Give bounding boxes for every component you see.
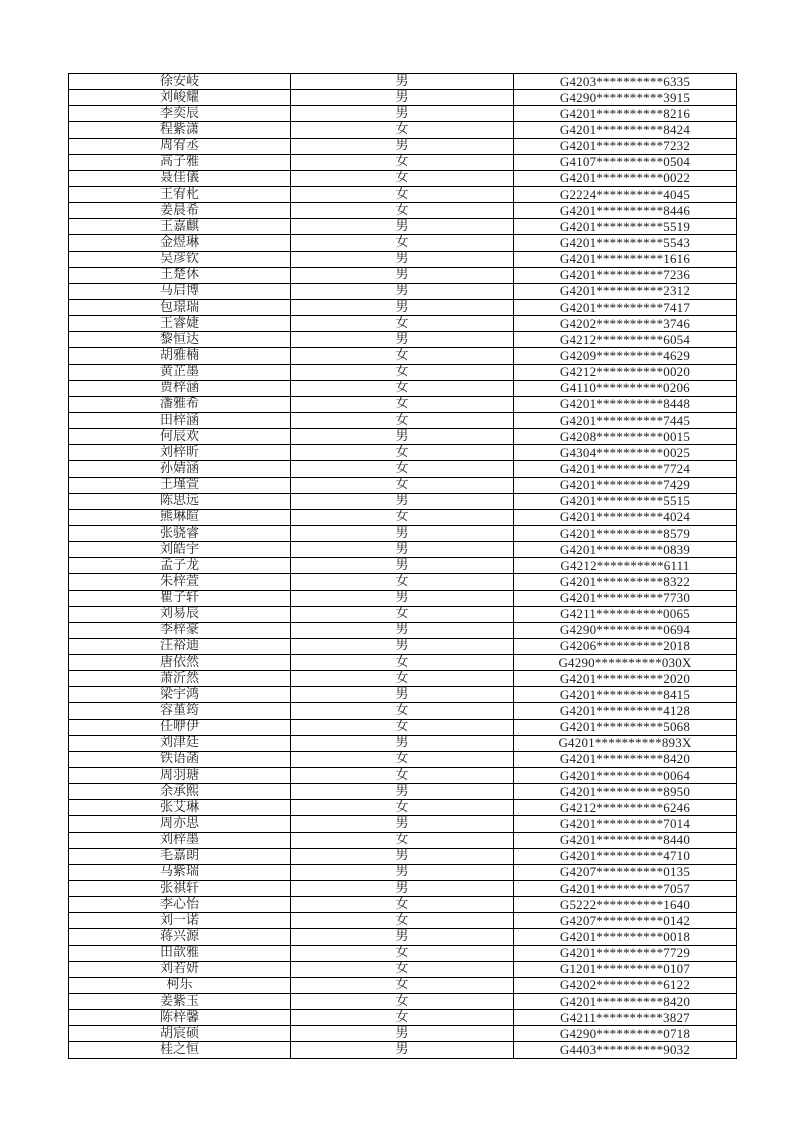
name-cell: 刘若妍 — [69, 961, 291, 977]
table-row — [69, 897, 737, 913]
name-cell: 何辰欢 — [69, 429, 291, 445]
gender-cell: 男 — [291, 283, 514, 299]
gender-cell: 女 — [291, 574, 514, 590]
name-cell: 聂佳儀 — [69, 170, 291, 186]
name-cell: 刘梓昕 — [69, 445, 291, 461]
id-number-cell: G4403**********9032 — [514, 1042, 737, 1058]
id-number-cell: G4211**********0065 — [514, 606, 737, 622]
gender-cell: 女 — [291, 461, 514, 477]
id-number-cell: G4304**********0025 — [514, 445, 737, 461]
id-number-cell: G4201**********8322 — [514, 574, 737, 590]
id-number-cell: G4201**********0018 — [514, 929, 737, 945]
name-cell: 唐依然 — [69, 655, 291, 671]
name-cell: 余承熙 — [69, 784, 291, 800]
table-row — [69, 525, 737, 541]
gender-cell: 女 — [291, 977, 514, 993]
id-number-cell: G4208**********0015 — [514, 429, 737, 445]
gender-cell: 女 — [291, 396, 514, 412]
id-number-cell: G4290**********3915 — [514, 90, 737, 106]
table-row — [69, 542, 737, 558]
gender-cell: 女 — [291, 380, 514, 396]
gender-cell: 男 — [291, 542, 514, 558]
id-number-cell: G2224**********4045 — [514, 186, 737, 202]
gender-cell: 男 — [291, 493, 514, 509]
name-cell: 包璟瑞 — [69, 299, 291, 315]
name-cell: 萧沂然 — [69, 671, 291, 687]
gender-cell: 男 — [291, 525, 514, 541]
name-cell: 周羽瑭 — [69, 768, 291, 784]
gender-cell: 男 — [291, 251, 514, 267]
id-number-cell: G4201**********7232 — [514, 138, 737, 154]
table-row — [69, 881, 737, 897]
name-cell: 周亦思 — [69, 816, 291, 832]
gender-cell: 女 — [291, 170, 514, 186]
name-cell: 陈梓馨 — [69, 1010, 291, 1026]
id-number-cell: G4201**********0839 — [514, 542, 737, 558]
id-number-cell: G4110**********0206 — [514, 380, 737, 396]
table-row — [69, 186, 737, 202]
name-cell: 姜晨希 — [69, 203, 291, 219]
name-cell: 孟子龙 — [69, 558, 291, 574]
gender-cell: 男 — [291, 1026, 514, 1042]
name-cell: 刘易辰 — [69, 606, 291, 622]
name-cell: 梁宇鸿 — [69, 687, 291, 703]
name-cell: 王睿婕 — [69, 316, 291, 332]
gender-cell: 男 — [291, 929, 514, 945]
gender-cell: 女 — [291, 832, 514, 848]
gender-cell: 女 — [291, 655, 514, 671]
gender-cell: 女 — [291, 316, 514, 332]
name-cell: 王楚休 — [69, 267, 291, 283]
name-cell: 陈思远 — [69, 493, 291, 509]
name-cell: 黎恒达 — [69, 332, 291, 348]
roster-body — [69, 74, 737, 1059]
name-cell: 徐安岐 — [69, 74, 291, 90]
gender-cell: 男 — [291, 106, 514, 122]
name-cell: 田歆雅 — [69, 945, 291, 961]
id-number-cell: G4201**********7057 — [514, 881, 737, 897]
table-row — [69, 1042, 737, 1058]
name-cell: 蒋兴源 — [69, 929, 291, 945]
gender-cell: 女 — [291, 913, 514, 929]
gender-cell: 女 — [291, 751, 514, 767]
gender-cell: 女 — [291, 800, 514, 816]
id-number-cell: G4201**********8440 — [514, 832, 737, 848]
name-cell: 刘峻耀 — [69, 90, 291, 106]
gender-cell: 女 — [291, 122, 514, 138]
name-cell: 田梓涵 — [69, 412, 291, 428]
id-number-cell: G4201**********7417 — [514, 299, 737, 315]
name-cell: 潘雅希 — [69, 396, 291, 412]
table-row — [69, 735, 737, 751]
id-number-cell: G4202**********3746 — [514, 316, 737, 332]
table-row — [69, 913, 737, 929]
table-row — [69, 977, 737, 993]
table-row — [69, 558, 737, 574]
name-cell: 王宥朼 — [69, 186, 291, 202]
id-number-cell: G4201**********2312 — [514, 283, 737, 299]
name-cell: 高子雅 — [69, 154, 291, 170]
table-row — [69, 477, 737, 493]
id-number-cell: G4290**********0694 — [514, 622, 737, 638]
gender-cell: 女 — [291, 897, 514, 913]
name-cell: 瞿子轩 — [69, 590, 291, 606]
name-cell: 程紫潇 — [69, 122, 291, 138]
table-row — [69, 1010, 737, 1026]
name-cell: 李心怡 — [69, 897, 291, 913]
id-number-cell: G4201**********7724 — [514, 461, 737, 477]
table-row — [69, 429, 737, 445]
id-number-cell: G4201**********8216 — [514, 106, 737, 122]
name-cell: 任咿伊 — [69, 719, 291, 735]
id-number-cell: G4212**********6246 — [514, 800, 737, 816]
id-number-cell: G4201**********4024 — [514, 509, 737, 525]
id-number-cell: G4201**********8424 — [514, 122, 737, 138]
id-number-cell: G4290**********0718 — [514, 1026, 737, 1042]
gender-cell: 男 — [291, 590, 514, 606]
table-row — [69, 154, 737, 170]
gender-cell: 女 — [291, 186, 514, 202]
gender-cell: 女 — [291, 994, 514, 1010]
id-number-cell: G4207**********0142 — [514, 913, 737, 929]
gender-cell: 女 — [291, 477, 514, 493]
id-number-cell: G4212**********0020 — [514, 364, 737, 380]
gender-cell: 男 — [291, 784, 514, 800]
table-row — [69, 816, 737, 832]
table-row — [69, 219, 737, 235]
name-cell: 刘皓宇 — [69, 542, 291, 558]
table-row — [69, 945, 737, 961]
gender-cell: 女 — [291, 412, 514, 428]
table-row — [69, 203, 737, 219]
gender-cell: 男 — [291, 638, 514, 654]
id-number-cell: G4107**********0504 — [514, 154, 737, 170]
id-number-cell: G4201**********5068 — [514, 719, 737, 735]
name-cell: 容堇筠 — [69, 703, 291, 719]
table-row — [69, 687, 737, 703]
gender-cell: 男 — [291, 848, 514, 864]
gender-cell: 女 — [291, 203, 514, 219]
table-row — [69, 509, 737, 525]
gender-cell: 男 — [291, 1042, 514, 1058]
name-cell: 胡雅楠 — [69, 348, 291, 364]
table-row — [69, 832, 737, 848]
table-row — [69, 638, 737, 654]
table-row — [69, 283, 737, 299]
name-cell: 刘一诺 — [69, 913, 291, 929]
name-cell: 贾梓涵 — [69, 380, 291, 396]
id-number-cell: G4203**********6335 — [514, 74, 737, 90]
table-row — [69, 848, 737, 864]
id-number-cell: G4207**********0135 — [514, 864, 737, 880]
name-cell: 张祺轩 — [69, 881, 291, 897]
table-row — [69, 412, 737, 428]
table-row — [69, 267, 737, 283]
id-number-cell: G4201**********8415 — [514, 687, 737, 703]
gender-cell: 男 — [291, 299, 514, 315]
name-cell: 姜紫玉 — [69, 994, 291, 1010]
id-number-cell: G4206**********2018 — [514, 638, 737, 654]
name-cell: 吴彦钦 — [69, 251, 291, 267]
name-cell: 桂之恒 — [69, 1042, 291, 1058]
name-cell: 王瑾萱 — [69, 477, 291, 493]
table-row — [69, 703, 737, 719]
table-row — [69, 719, 737, 735]
gender-cell: 男 — [291, 687, 514, 703]
gender-cell: 女 — [291, 671, 514, 687]
table-row — [69, 574, 737, 590]
table-row — [69, 332, 737, 348]
table-row — [69, 380, 737, 396]
id-number-cell: G4201**********5543 — [514, 235, 737, 251]
id-number-cell: G4201**********8420 — [514, 751, 737, 767]
gender-cell: 女 — [291, 945, 514, 961]
id-number-cell: G4201**********4710 — [514, 848, 737, 864]
id-number-cell: G4201**********8446 — [514, 203, 737, 219]
name-cell: 周宥丞 — [69, 138, 291, 154]
table-row — [69, 961, 737, 977]
name-cell: 王嘉麒 — [69, 219, 291, 235]
name-cell: 毛嘉朗 — [69, 848, 291, 864]
table-row — [69, 994, 737, 1010]
gender-cell: 女 — [291, 154, 514, 170]
table-row — [69, 655, 737, 671]
table-row — [69, 445, 737, 461]
table-row — [69, 1026, 737, 1042]
gender-cell: 男 — [291, 558, 514, 574]
gender-cell: 女 — [291, 719, 514, 735]
name-cell: 胡宸硕 — [69, 1026, 291, 1042]
id-number-cell: G4212**********6111 — [514, 558, 737, 574]
table-row — [69, 364, 737, 380]
gender-cell: 男 — [291, 90, 514, 106]
id-number-cell: G4201**********1616 — [514, 251, 737, 267]
table-row — [69, 106, 737, 122]
table-row — [69, 864, 737, 880]
table-row — [69, 929, 737, 945]
gender-cell: 男 — [291, 864, 514, 880]
table-row — [69, 251, 737, 267]
table-row — [69, 396, 737, 412]
table-row — [69, 493, 737, 509]
gender-cell: 女 — [291, 1010, 514, 1026]
name-cell: 张艾琳 — [69, 800, 291, 816]
table-row — [69, 800, 737, 816]
gender-cell: 女 — [291, 703, 514, 719]
name-cell: 朱梓萱 — [69, 574, 291, 590]
gender-cell: 男 — [291, 219, 514, 235]
id-number-cell: G1201**********0107 — [514, 961, 737, 977]
id-number-cell: G4201**********4128 — [514, 703, 737, 719]
name-cell: 铁语菡 — [69, 751, 291, 767]
table-row — [69, 784, 737, 800]
name-cell: 张骁睿 — [69, 525, 291, 541]
id-number-cell: G4201**********2020 — [514, 671, 737, 687]
name-cell: 李奕辰 — [69, 106, 291, 122]
id-number-cell: G4212**********6054 — [514, 332, 737, 348]
id-number-cell: G4211**********3827 — [514, 1010, 737, 1026]
gender-cell: 女 — [291, 768, 514, 784]
id-number-cell: G4201**********7429 — [514, 477, 737, 493]
name-cell: 熊琳暄 — [69, 509, 291, 525]
name-cell: 汪裕迪 — [69, 638, 291, 654]
gender-cell: 男 — [291, 332, 514, 348]
name-cell: 马启博 — [69, 283, 291, 299]
id-number-cell: G5222**********1640 — [514, 897, 737, 913]
table-row — [69, 74, 737, 90]
id-number-cell: G4201**********0022 — [514, 170, 737, 186]
table-row — [69, 590, 737, 606]
id-number-cell: G4201**********7445 — [514, 412, 737, 428]
id-number-cell: G4201**********7729 — [514, 945, 737, 961]
name-cell: 刘梓墨 — [69, 832, 291, 848]
table-row — [69, 622, 737, 638]
id-number-cell: G4201**********8420 — [514, 994, 737, 1010]
table-row — [69, 751, 737, 767]
gender-cell: 女 — [291, 445, 514, 461]
table-row — [69, 90, 737, 106]
id-number-cell: G4201**********5515 — [514, 493, 737, 509]
gender-cell: 男 — [291, 267, 514, 283]
name-cell: 黄芷墨 — [69, 364, 291, 380]
gender-cell: 男 — [291, 429, 514, 445]
table-row — [69, 316, 737, 332]
name-cell: 刘津廷 — [69, 735, 291, 751]
id-number-cell: G4209**********4629 — [514, 348, 737, 364]
table-row — [69, 348, 737, 364]
gender-cell: 女 — [291, 364, 514, 380]
name-cell: 金煜琳 — [69, 235, 291, 251]
gender-cell: 男 — [291, 735, 514, 751]
id-number-cell: G4201**********8448 — [514, 396, 737, 412]
id-number-cell: G4201**********8579 — [514, 525, 737, 541]
id-number-cell: G4201**********7730 — [514, 590, 737, 606]
name-cell: 李梓豪 — [69, 622, 291, 638]
name-cell: 马紫瑞 — [69, 864, 291, 880]
id-number-cell: G4202**********6122 — [514, 977, 737, 993]
gender-cell: 女 — [291, 235, 514, 251]
table-row — [69, 138, 737, 154]
table-row — [69, 299, 737, 315]
table-row — [69, 671, 737, 687]
name-cell: 孙婧涵 — [69, 461, 291, 477]
gender-cell: 男 — [291, 74, 514, 90]
id-number-cell: G4201**********8950 — [514, 784, 737, 800]
table-row — [69, 235, 737, 251]
table-row — [69, 122, 737, 138]
id-number-cell: G4201**********5519 — [514, 219, 737, 235]
name-cell: 柯乐 — [69, 977, 291, 993]
table-row — [69, 768, 737, 784]
student-roster-table — [68, 73, 737, 1059]
gender-cell: 男 — [291, 138, 514, 154]
id-number-cell: G4201**********7236 — [514, 267, 737, 283]
gender-cell: 男 — [291, 622, 514, 638]
id-number-cell: G4290**********030X — [514, 655, 737, 671]
id-number-cell: G4201**********7014 — [514, 816, 737, 832]
gender-cell: 女 — [291, 509, 514, 525]
id-number-cell: G4201**********893X — [514, 735, 737, 751]
gender-cell: 女 — [291, 961, 514, 977]
gender-cell: 男 — [291, 881, 514, 897]
gender-cell: 女 — [291, 606, 514, 622]
gender-cell: 男 — [291, 816, 514, 832]
id-number-cell: G4201**********0064 — [514, 768, 737, 784]
table-row — [69, 461, 737, 477]
table-row — [69, 606, 737, 622]
gender-cell: 女 — [291, 348, 514, 364]
table-row — [69, 170, 737, 186]
